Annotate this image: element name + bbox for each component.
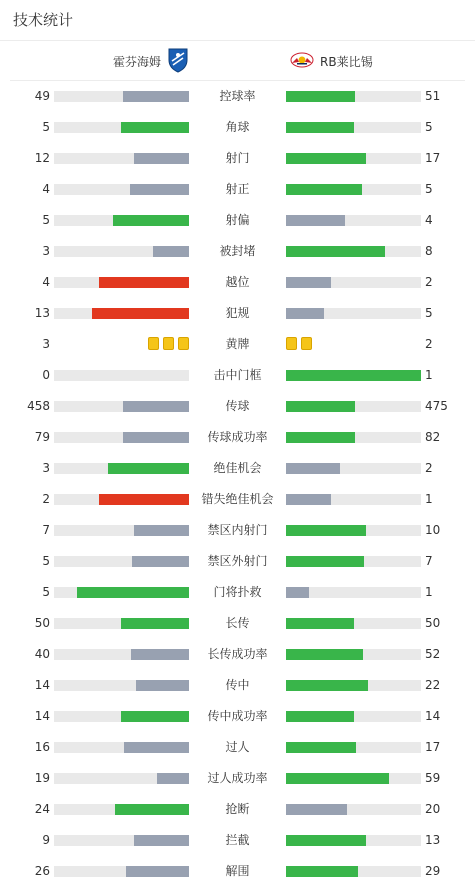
away-bar-fill: [286, 773, 389, 784]
stat-label: 射正: [225, 182, 250, 196]
away-bar-fill: [286, 463, 340, 474]
stat-label: 越位: [225, 275, 250, 289]
stat-label: 传中成功率: [207, 709, 268, 723]
away-value: 82: [425, 430, 441, 444]
home-bar-fill: [77, 587, 189, 598]
away-bar-fill: [286, 711, 354, 722]
away-value: 17: [425, 151, 441, 165]
away-bar-track: [286, 742, 421, 753]
home-value: 79: [34, 430, 50, 444]
home-bar-track: [54, 494, 189, 505]
stat-label: 传球成功率: [207, 430, 268, 444]
away-value: 17: [425, 740, 441, 754]
home-bar-track: [54, 742, 189, 753]
home-bar-fill: [123, 91, 189, 102]
away-bar-fill: [286, 587, 309, 598]
stat-row: [0, 732, 475, 763]
home-bar-track: [54, 773, 189, 784]
home-bar-fill: [123, 401, 189, 412]
stat-label: 禁区外射门: [207, 554, 268, 568]
home-value: 12: [34, 151, 50, 165]
home-bar-track: [54, 277, 189, 288]
away-bar-fill: [286, 835, 366, 846]
away-value: 51: [425, 89, 441, 103]
away-bar-track: [286, 432, 421, 443]
home-bar-fill: [131, 649, 189, 660]
away-bar-track: [286, 91, 421, 102]
home-bar-track: [54, 680, 189, 691]
away-bar-fill: [286, 246, 385, 257]
home-bar-fill: [153, 246, 189, 257]
stat-label: 击中门框: [213, 368, 262, 382]
home-value: 458: [27, 399, 50, 413]
home-bar-fill: [134, 153, 189, 164]
home-value: 26: [34, 864, 50, 878]
home-bar-track: [54, 246, 189, 257]
away-bar-track: [286, 370, 421, 381]
home-bar-fill: [132, 556, 189, 567]
home-value: 5: [42, 213, 50, 227]
home-bar-fill: [121, 711, 189, 722]
stat-row: [0, 515, 475, 546]
stat-row: [0, 174, 475, 205]
away-bar-track: [286, 215, 421, 226]
away-bar-fill: [286, 277, 331, 288]
stat-label: 抢断: [225, 802, 250, 816]
home-bar-track: [54, 401, 189, 412]
away-value: 20: [425, 802, 441, 816]
home-bar-track: [54, 525, 189, 536]
away-value: 29: [425, 864, 441, 878]
home-yellow-cards: [148, 337, 189, 351]
away-bar-fill: [286, 308, 324, 319]
stat-label: 射门: [225, 151, 250, 165]
away-value: 1: [425, 585, 433, 599]
away-bar-fill: [286, 556, 364, 567]
away-bar-track: [286, 835, 421, 846]
away-bar-fill: [286, 184, 362, 195]
home-bar-fill: [123, 432, 189, 443]
stat-label: 传中: [225, 678, 250, 692]
home-bar-track: [54, 866, 189, 877]
home-bar-fill: [130, 184, 189, 195]
stat-row: [0, 608, 475, 639]
stat-label: 长传: [225, 616, 250, 630]
away-bar-fill: [286, 618, 354, 629]
stat-row: [0, 205, 475, 236]
away-bar-fill: [286, 804, 347, 815]
stat-row: [0, 546, 475, 577]
home-bar-track: [54, 587, 189, 598]
home-team-name: 霍芬海姆: [113, 54, 162, 69]
home-bar-track: [54, 122, 189, 133]
away-team-header: [290, 46, 373, 76]
stat-label: 角球: [225, 120, 250, 134]
away-bar-fill: [286, 153, 366, 164]
away-value: 50: [425, 616, 441, 630]
home-bar-fill: [121, 122, 189, 133]
home-bar-track: [54, 308, 189, 319]
away-bar-track: [286, 618, 421, 629]
home-bar-track: [54, 463, 189, 474]
away-yellow-cards: [286, 337, 312, 351]
away-bar-track: [286, 804, 421, 815]
stat-row: [0, 453, 475, 484]
stat-label: 门将扑救: [213, 585, 262, 599]
home-bar-fill: [136, 680, 189, 691]
home-bar-fill: [99, 277, 189, 288]
away-value: 5: [425, 306, 433, 320]
home-bar-track: [54, 649, 189, 660]
stat-row: [0, 391, 475, 422]
home-value: 19: [34, 771, 50, 785]
home-bar-fill: [99, 494, 189, 505]
home-value: 0: [42, 368, 50, 382]
home-value: 9: [42, 833, 50, 847]
away-bar-track: [286, 525, 421, 536]
home-bar-fill: [134, 525, 189, 536]
home-value: 14: [34, 709, 50, 723]
stat-row: [0, 701, 475, 732]
stat-label: 错失绝佳机会: [201, 492, 274, 506]
home-value: 3: [42, 461, 50, 475]
home-value: 13: [34, 306, 50, 320]
home-team-logo-icon: [167, 47, 189, 76]
away-value: 22: [425, 678, 441, 692]
stat-label: 过人: [225, 740, 250, 754]
stat-label: 射偏: [225, 213, 250, 227]
away-bar-track: [286, 711, 421, 722]
home-bar-track: [54, 556, 189, 567]
stat-label: 犯规: [225, 306, 250, 320]
away-value: 1: [425, 368, 433, 382]
away-bar-track: [286, 122, 421, 133]
home-bar-track: [54, 215, 189, 226]
home-bar-track: [54, 91, 189, 102]
away-bar-fill: [286, 432, 355, 443]
away-value: 14: [425, 709, 441, 723]
away-value: 13: [425, 833, 441, 847]
home-bar-track: [54, 153, 189, 164]
away-bar-fill: [286, 866, 358, 877]
away-value: 10: [425, 523, 441, 537]
home-value: 40: [34, 647, 50, 661]
away-bar-fill: [286, 215, 345, 226]
stat-label: 过人成功率: [207, 771, 268, 785]
away-bar-track: [286, 587, 421, 598]
home-value: 49: [34, 89, 50, 103]
home-bar-fill: [121, 618, 189, 629]
stat-label: 长传成功率: [207, 647, 268, 661]
stat-row: [0, 670, 475, 701]
home-value: 5: [42, 120, 50, 134]
home-bar-track: [54, 432, 189, 443]
stat-row: [0, 856, 475, 887]
away-bar-fill: [286, 525, 366, 536]
stat-label: 传球: [225, 399, 250, 413]
stat-label: 禁区内射门: [207, 523, 268, 537]
yellow-card-icon: [301, 337, 312, 350]
away-bar-track: [286, 184, 421, 195]
home-bar-fill: [113, 215, 189, 226]
away-bar-fill: [286, 742, 356, 753]
away-team-name: RB莱比锡: [320, 54, 373, 69]
away-bar-track: [286, 277, 421, 288]
away-bar-track: [286, 308, 421, 319]
away-value: 1: [425, 492, 433, 506]
stat-row: [0, 236, 475, 267]
home-bar-fill: [126, 866, 189, 877]
stat-label: 控球率: [219, 89, 256, 103]
home-value: 14: [34, 678, 50, 692]
away-bar-fill: [286, 401, 355, 412]
home-bar-fill: [157, 773, 189, 784]
home-value: 50: [34, 616, 50, 630]
away-value: 8: [425, 244, 433, 258]
home-value: 5: [42, 585, 50, 599]
stat-row: [0, 143, 475, 174]
home-bar-fill: [92, 308, 189, 319]
away-value: 59: [425, 771, 441, 785]
stat-label: 解围: [225, 864, 250, 878]
home-bar-fill: [115, 804, 189, 815]
away-bar-fill: [286, 122, 354, 133]
home-team-header: [113, 46, 189, 76]
away-value: 5: [425, 182, 433, 196]
home-bar-track: [54, 804, 189, 815]
away-value: 2: [425, 461, 433, 475]
away-value: 2: [425, 337, 433, 351]
yellow-card-icon: [178, 337, 189, 350]
stat-row: [0, 639, 475, 670]
away-bar-track: [286, 649, 421, 660]
home-bar-track: [54, 618, 189, 629]
away-value: 2: [425, 275, 433, 289]
away-team-logo-icon: [290, 52, 314, 71]
stat-row: [0, 81, 475, 112]
stat-row: [0, 267, 475, 298]
home-bar-fill: [108, 463, 189, 474]
home-value: 3: [42, 244, 50, 258]
home-value: 16: [34, 740, 50, 754]
home-value: 24: [34, 802, 50, 816]
away-value: 475: [425, 399, 448, 413]
away-bar-track: [286, 773, 421, 784]
home-bar-track: [54, 835, 189, 846]
stat-row: [0, 360, 475, 391]
home-value: 7: [42, 523, 50, 537]
away-bar-fill: [286, 494, 331, 505]
stat-row: [0, 298, 475, 329]
stat-row: [0, 484, 475, 515]
away-bar-track: [286, 680, 421, 691]
stat-row: [0, 329, 475, 360]
away-bar-track: [286, 556, 421, 567]
stat-row: [0, 794, 475, 825]
away-bar-track: [286, 153, 421, 164]
stat-label: 被封堵: [219, 244, 256, 258]
away-value: 52: [425, 647, 441, 661]
stat-label: 黄牌: [225, 337, 250, 351]
away-bar-fill: [286, 649, 363, 660]
stat-row: [0, 825, 475, 856]
title-divider: [0, 40, 475, 41]
home-value: 4: [42, 275, 50, 289]
away-value: 5: [425, 120, 433, 134]
away-bar-track: [286, 463, 421, 474]
home-bar-fill: [134, 835, 189, 846]
home-value: 4: [42, 182, 50, 196]
yellow-card-icon: [163, 337, 174, 350]
away-value: 7: [425, 554, 433, 568]
yellow-card-icon: [286, 337, 297, 350]
page-title: 技术统计: [13, 11, 74, 29]
home-bar-fill: [124, 742, 189, 753]
stat-row: [0, 422, 475, 453]
away-bar-track: [286, 401, 421, 412]
home-value: 3: [42, 337, 50, 351]
away-bar-fill: [286, 91, 355, 102]
away-value: 4: [425, 213, 433, 227]
away-bar-fill: [286, 680, 368, 691]
home-bar-track: [54, 184, 189, 195]
stat-row: [0, 763, 475, 794]
home-value: 2: [42, 492, 50, 506]
away-bar-track: [286, 246, 421, 257]
stat-label: 绝佳机会: [213, 461, 262, 475]
away-bar-track: [286, 866, 421, 877]
home-bar-track: [54, 370, 189, 381]
home-bar-track: [54, 711, 189, 722]
stat-row: [0, 112, 475, 143]
away-bar-fill: [286, 370, 421, 381]
yellow-card-icon: [148, 337, 159, 350]
away-bar-track: [286, 494, 421, 505]
stat-label: 拦截: [225, 833, 250, 847]
stat-row: [0, 577, 475, 608]
home-value: 5: [42, 554, 50, 568]
